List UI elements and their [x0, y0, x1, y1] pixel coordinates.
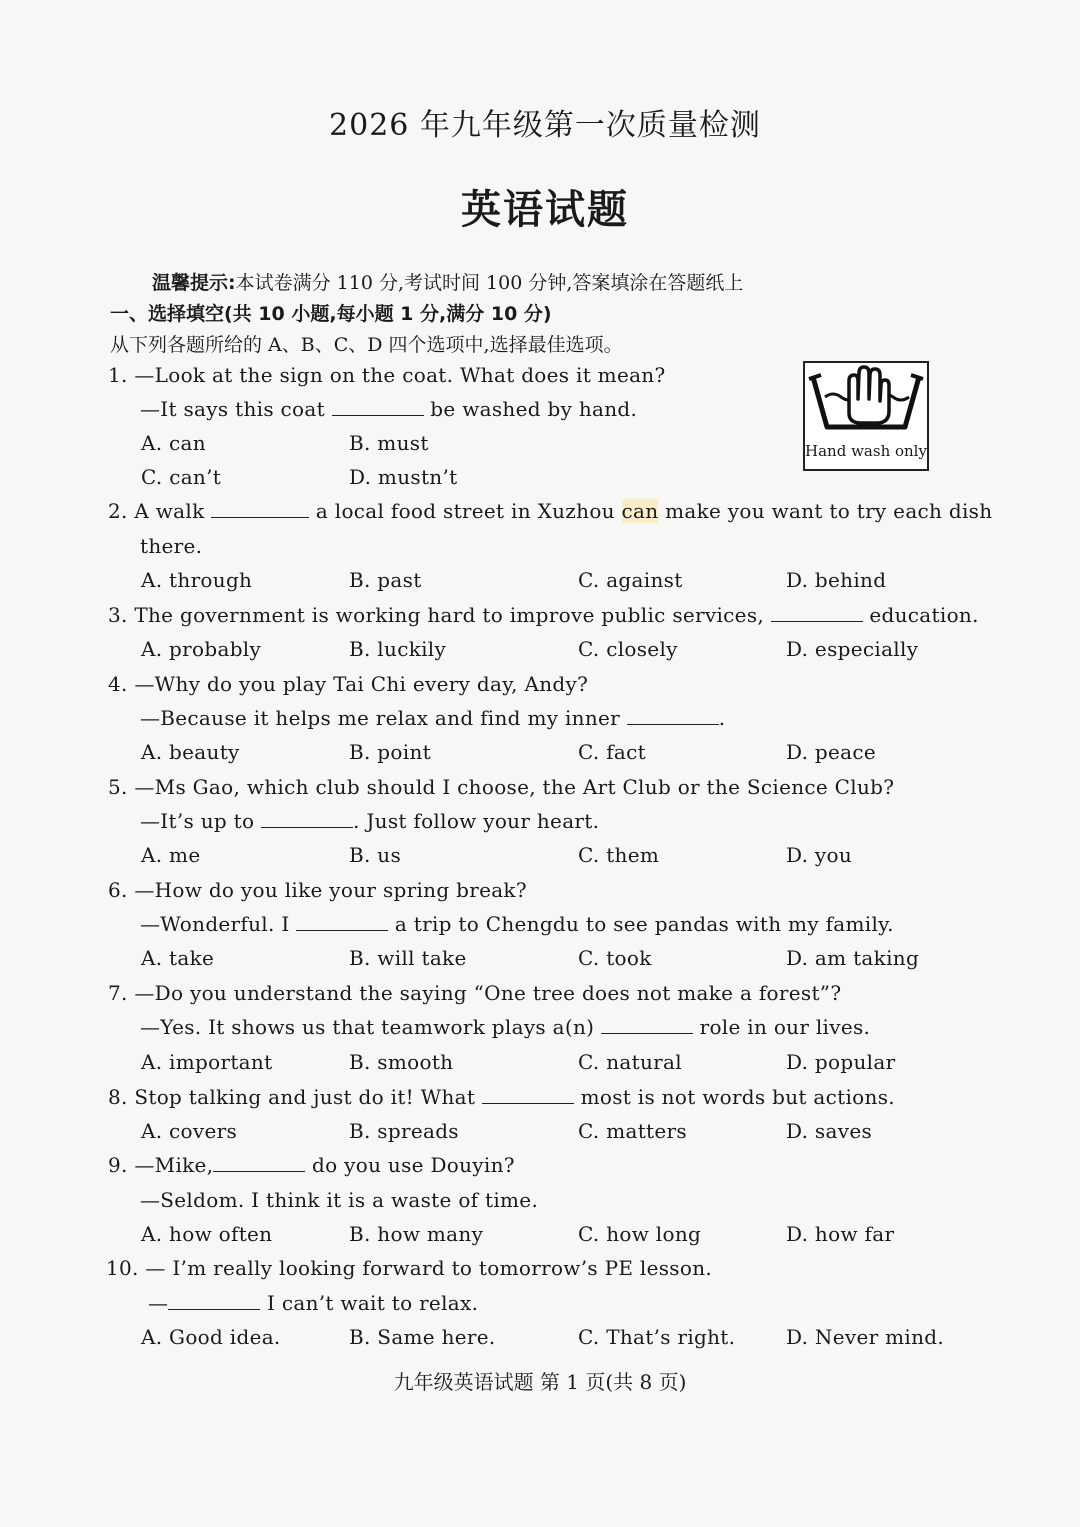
option-b: B. Same here.	[349, 1325, 496, 1349]
question-4-line1: 4. —Why do you play Tai Chi every day, Andy?	[108, 672, 589, 696]
answer-blank	[261, 809, 353, 828]
option-a: A. probably	[141, 637, 262, 661]
question-number: 3.	[108, 603, 128, 627]
option-a: A. covers	[141, 1119, 238, 1143]
option-b: B. how many	[349, 1222, 484, 1246]
question-number: 2.	[108, 499, 128, 523]
answer-blank	[168, 1291, 260, 1310]
option-c: C. closely	[578, 637, 678, 661]
option-b: B. luckily	[349, 637, 447, 661]
question-6-line2: —Wonderful. I a trip to Chengdu to see pandas with my family.	[140, 912, 894, 936]
option-c: C. fact	[578, 740, 646, 764]
option-d: D. you	[786, 843, 853, 867]
question-2-line2: there.	[140, 534, 203, 558]
question-9-line2: —Seldom. I think it is a waste of time.	[140, 1188, 539, 1212]
option-b: B. us	[349, 843, 402, 867]
question-6-line1: 6. —How do you like your spring break?	[108, 878, 527, 902]
option-b: B. past	[349, 568, 422, 592]
option-b: B. will take	[349, 946, 467, 970]
option-a: A. how often	[141, 1222, 273, 1246]
question-number: 8.	[108, 1085, 128, 1109]
hand-wash-icon	[805, 363, 927, 443]
question-number: 1.	[108, 363, 128, 387]
page-footer: 九年级英语试题 第 1 页(共 8 页)	[393, 1370, 687, 1394]
option-b: B. must	[349, 431, 429, 455]
option-a: A. important	[141, 1050, 273, 1074]
question-7-line2: —Yes. It shows us that teamwork plays a(n) role in our lives.	[140, 1015, 871, 1039]
section-title: 一、选择填空(共 10 小题,每小题 1 分,满分 10 分)	[110, 303, 552, 325]
option-a: A. take	[141, 946, 215, 970]
option-c: C. natural	[578, 1050, 682, 1074]
option-b: B. point	[349, 740, 431, 764]
option-d: D. popular	[786, 1050, 896, 1074]
answer-blank	[601, 1015, 693, 1034]
section-instruction: 从下列各题所给的 A、B、C、D 四个选项中,选择最佳选项。	[110, 334, 623, 356]
sign-caption: Hand wash only	[805, 442, 927, 460]
option-d: D. behind	[786, 568, 887, 592]
notice	[152, 268, 743, 295]
hand-wash-sign	[803, 361, 929, 471]
option-a: A. Good idea.	[141, 1325, 281, 1349]
option-a: A. through	[141, 568, 253, 592]
answer-blank	[296, 912, 388, 931]
exam-title: 2026 年九年级第一次质量检测	[329, 108, 761, 143]
answer-blank	[482, 1085, 574, 1104]
option-c: C. That’s right.	[578, 1325, 736, 1349]
question-10-line2: — I can’t wait to relax.	[148, 1291, 479, 1315]
question-8-line1: 8. Stop talking and just do it! What most is not words but actions.	[108, 1085, 895, 1109]
question-9-line1: 9. —Mike, do you use Douyin?	[108, 1153, 515, 1177]
option-c: C. matters	[578, 1119, 687, 1143]
question-5-line1: 5. —Ms Gao, which club should I choose, the Art Club or the Science Club?	[108, 775, 895, 799]
option-d: D. Never mind.	[786, 1325, 945, 1349]
option-c: C. took	[578, 946, 652, 970]
question-4-line2: —Because it helps me relax and find my inner .	[140, 706, 726, 730]
answer-blank	[332, 397, 424, 416]
option-c: C. against	[578, 568, 683, 592]
option-d: D. am taking	[786, 946, 920, 970]
highlighted-word: can	[621, 499, 659, 523]
question-number: 9.	[108, 1153, 128, 1177]
option-d: D. saves	[786, 1119, 873, 1143]
option-c: C. how long	[578, 1222, 702, 1246]
question-number: 5.	[108, 775, 128, 799]
option-d: D. how far	[786, 1222, 895, 1246]
question-1-line2: —It says this coat be washed by hand.	[140, 397, 638, 421]
question-1-line1: 1. —Look at the sign on the coat. What does it mean?	[108, 363, 666, 387]
notice-label: 温馨提示:	[152, 272, 236, 294]
option-c: C. them	[578, 843, 660, 867]
option-c: C. can’t	[141, 465, 222, 489]
question-10-line1: 10. — I’m really looking forward to tomorrow’s PE lesson.	[106, 1256, 713, 1280]
question-number: 10.	[106, 1256, 139, 1280]
option-d: D. mustn’t	[349, 465, 458, 489]
option-a: A. can	[141, 431, 206, 455]
subject-title: 英语试题	[461, 186, 629, 233]
notice-text: 本试卷满分 110 分,考试时间 100 分钟,答案填涂在答题纸上	[235, 272, 744, 294]
answer-blank	[211, 499, 309, 518]
question-number: 4.	[108, 672, 128, 696]
question-2-line1: 2. A walk a local food street in Xuzhou can make you want to try each dish	[108, 499, 993, 523]
option-d: D. especially	[786, 637, 919, 661]
option-b: B. smooth	[349, 1050, 454, 1074]
option-b: B. spreads	[349, 1119, 459, 1143]
question-number: 6.	[108, 878, 128, 902]
option-d: D. peace	[786, 740, 877, 764]
answer-blank	[213, 1153, 305, 1172]
question-number: 7.	[108, 981, 128, 1005]
answer-blank	[771, 603, 863, 622]
question-5-line2: —It’s up to . Just follow your heart.	[140, 809, 600, 833]
question-3-line1: 3. The government is working hard to improve public services, education.	[108, 603, 979, 627]
option-a: A. me	[141, 843, 201, 867]
answer-blank	[627, 706, 719, 725]
option-a: A. beauty	[141, 740, 240, 764]
question-7-line1: 7. —Do you understand the saying “One tree does not make a forest”?	[108, 981, 842, 1005]
